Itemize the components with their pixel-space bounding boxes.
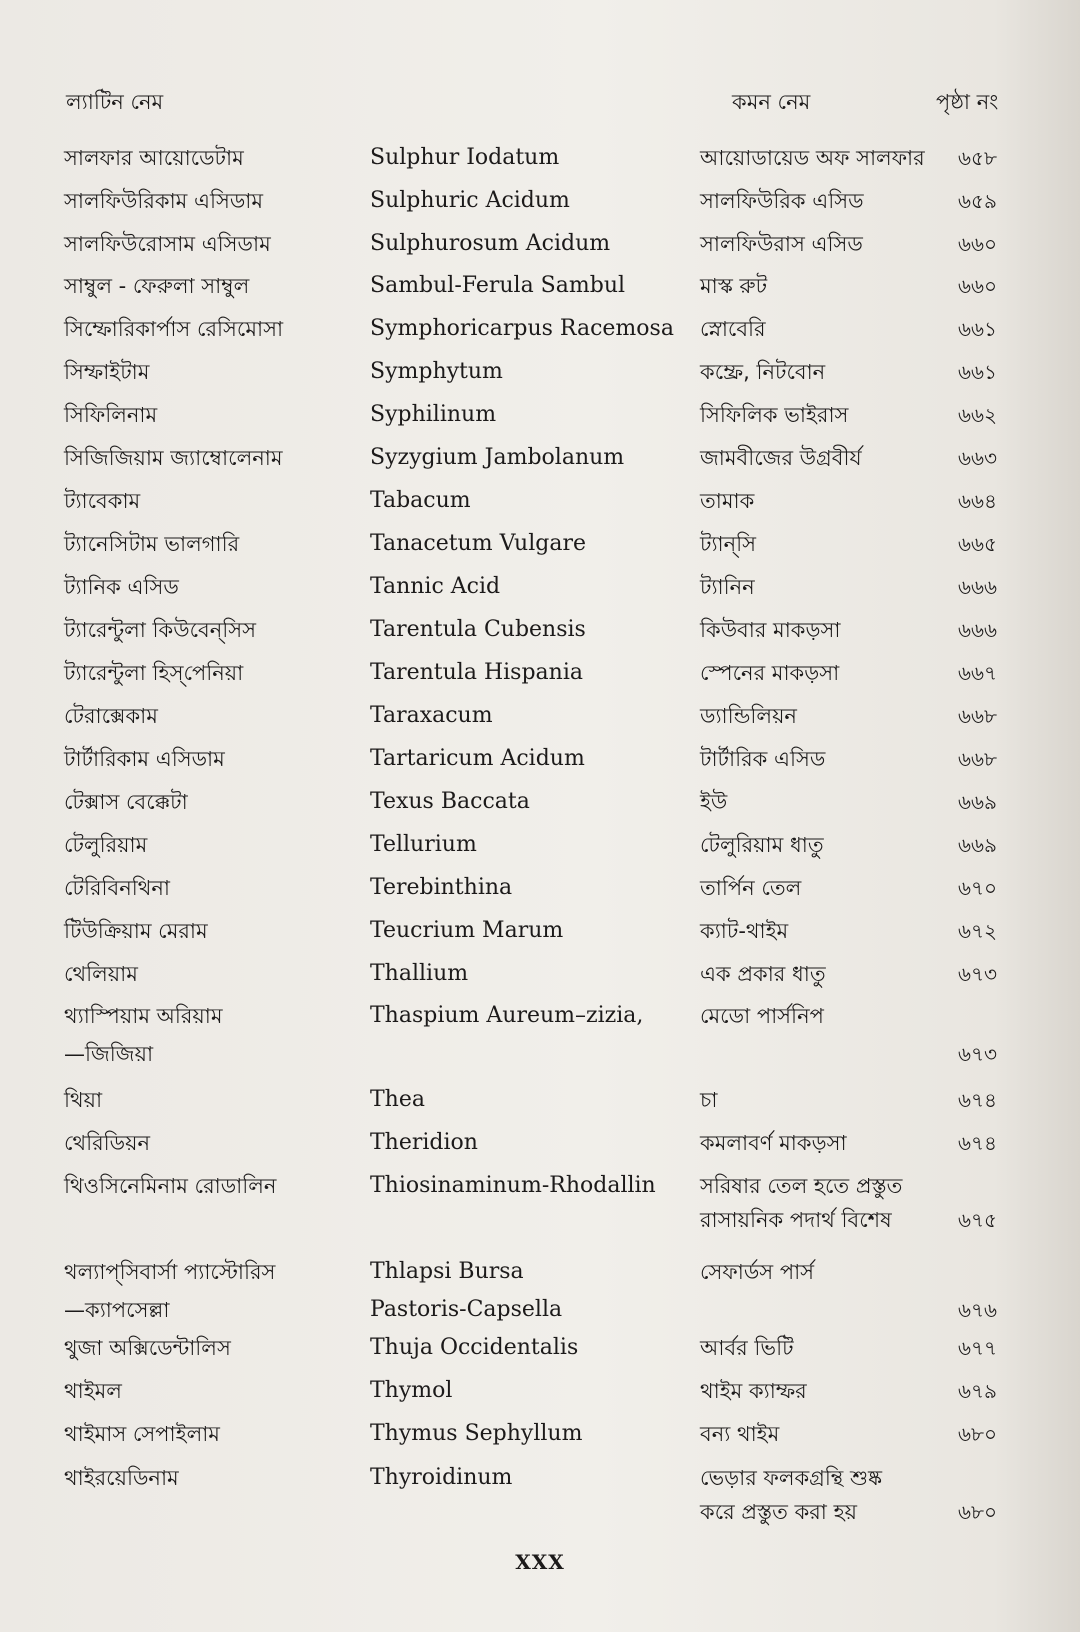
page-number: ৬৭২ bbox=[958, 919, 998, 943]
bengali-name: থাইমাস সেপাইলাম bbox=[64, 1422, 220, 1446]
common-name: সেফার্ডস পার্স bbox=[700, 1260, 815, 1284]
page-number: ৬৭০ bbox=[958, 876, 998, 900]
common-name: মেডো পার্সনিপ bbox=[700, 1004, 824, 1028]
latin-name: Thea bbox=[370, 1087, 425, 1112]
page-marker: XXX bbox=[515, 1550, 565, 1574]
page-number: ৬৬০ bbox=[958, 274, 998, 298]
latin-name: Symphoricarpus Racemosa bbox=[370, 316, 674, 341]
bengali-name: থাইমল bbox=[64, 1379, 122, 1403]
page-number: ৬৬৯ bbox=[958, 833, 997, 857]
common-name: কিউবার মাকড়সা bbox=[700, 618, 841, 642]
common-name: জামবীজের উগ্রবীর্য bbox=[700, 446, 862, 470]
bengali-name: টেলুরিয়াম bbox=[64, 833, 148, 857]
common-name: চা bbox=[700, 1088, 718, 1112]
bengali-name: সালফিউরোসাম এসিডাম bbox=[64, 232, 271, 256]
common-name: সিফিলিক ভাইরাস bbox=[700, 403, 849, 427]
latin-name: Thymol bbox=[370, 1378, 453, 1403]
bengali-name: ট্যানিক এসিড bbox=[64, 575, 179, 599]
page-number: ৬৬৮ bbox=[958, 747, 997, 771]
common-name: কমলাবর্ণ মাকড়সা bbox=[700, 1131, 847, 1155]
common-name: বন্য থাইম bbox=[700, 1422, 780, 1446]
page-number: ৬৬৬ bbox=[958, 618, 998, 642]
page-number: ৬৫৮ bbox=[958, 146, 997, 170]
bengali-name: থিওসিনেমিনাম রোডালিন bbox=[64, 1174, 277, 1198]
bengali-name: টার্টারিকাম এসিডাম bbox=[64, 747, 225, 771]
header-latin-name: ল্যাটিন নেম bbox=[66, 90, 164, 114]
page-number: ৬৭৬ bbox=[958, 1298, 998, 1322]
table-header bbox=[0, 86, 1080, 126]
page-number: ৬৬৪ bbox=[958, 489, 997, 513]
latin-name: Theridion bbox=[370, 1130, 478, 1155]
latin-name: Tanacetum Vulgare bbox=[370, 531, 586, 556]
common-name: সরিষার তেল হতে প্রস্তুত bbox=[700, 1174, 903, 1198]
page-number: ৬৬৩ bbox=[958, 446, 998, 470]
common-name: মাস্ক রুট bbox=[700, 274, 768, 298]
page-number: ৬৭৪ bbox=[958, 1131, 997, 1155]
page-number: ৬৬৮ bbox=[958, 704, 997, 728]
common-name: ইউ bbox=[700, 790, 728, 814]
bengali-name: টেরাক্সেকাম bbox=[64, 704, 158, 728]
latin-name: Syzygium Jambolanum bbox=[370, 445, 625, 470]
common-name-continued: রাসায়নিক পদার্থ বিশেষ bbox=[700, 1208, 892, 1232]
bengali-name-continued: —ক্যাপসেল্লা bbox=[64, 1298, 170, 1322]
common-name: আর্বর ভিটি bbox=[700, 1336, 794, 1360]
latin-name: Sambul-Ferula Sambul bbox=[370, 273, 626, 298]
page-number: ৬৭৩ bbox=[958, 962, 998, 986]
bengali-name: ট্যাবেকাম bbox=[64, 489, 141, 513]
common-name: তার্পিন তেল bbox=[700, 876, 802, 900]
latin-name: Tannic Acid bbox=[370, 574, 501, 599]
latin-name: Sulphur Iodatum bbox=[370, 145, 560, 170]
bengali-name: টেক্সাস বেক্কেটা bbox=[64, 790, 188, 814]
latin-name-continued: Pastoris-Capsella bbox=[370, 1297, 563, 1322]
page-number: ৬৫৯ bbox=[958, 189, 997, 213]
bengali-name: সাম্বুল - ফেরুলা সাম্বুল bbox=[64, 274, 250, 298]
page-number: ৬৬৬ bbox=[958, 575, 998, 599]
common-name: সালফিউরিক এসিড bbox=[700, 189, 864, 213]
bengali-name: থ্যাস্পিয়াম অরিয়াম bbox=[64, 1004, 223, 1028]
bengali-name: ট্যারেন্টুলা হিস্‌পেনিয়া bbox=[64, 661, 244, 685]
latin-name: Sulphurosum Acidum bbox=[370, 231, 611, 256]
bengali-name: সিম্ফাইটাম bbox=[64, 360, 150, 384]
common-name-continued: করে প্রস্তুত করা হয় bbox=[700, 1500, 857, 1524]
common-name: তামাক bbox=[700, 489, 755, 513]
common-name: আয়োডায়েড অফ সালফার bbox=[700, 146, 925, 170]
latin-name: Thiosinaminum-Rhodallin bbox=[370, 1173, 656, 1198]
page-number: ৬৭৯ bbox=[958, 1379, 997, 1403]
latin-name: Teucrium Marum bbox=[370, 918, 564, 943]
latin-name: Symphytum bbox=[370, 359, 503, 384]
common-name: কম্ফ্রে, নিটবোন bbox=[700, 360, 826, 384]
page-number: ৬৬২ bbox=[958, 403, 998, 427]
header-page-no: পৃষ্ঠা নং bbox=[936, 90, 999, 114]
page-number: ৬৬১ bbox=[958, 360, 997, 384]
page-number: ৬৭৪ bbox=[958, 1088, 997, 1112]
page-number: ৬৮০ bbox=[958, 1422, 997, 1446]
page-number: ৬৬০ bbox=[958, 232, 998, 256]
header-common-name: কমন নেম bbox=[732, 90, 811, 114]
common-name: টার্টারিক এসিড bbox=[700, 747, 826, 771]
bengali-name: থাইরয়েডিনাম bbox=[64, 1466, 179, 1490]
common-name: ট্যানিন bbox=[700, 575, 755, 599]
bengali-name: সিজিজিয়াম জ্যাম্বোলেনাম bbox=[64, 446, 283, 470]
common-name: স্পেনের মাকড়সা bbox=[700, 661, 840, 685]
common-name: সালফিউরাস এসিড bbox=[700, 232, 863, 256]
bengali-name: থুজা অক্সিডেন্টালিস bbox=[64, 1336, 231, 1360]
latin-name: Taraxacum bbox=[370, 703, 493, 728]
page-number: ৬৬৯ bbox=[958, 790, 997, 814]
bengali-name: থেরিডিয়ন bbox=[64, 1131, 151, 1155]
common-name: থাইম ক্যাম্ফর bbox=[700, 1379, 807, 1403]
page-number: ৬৭৭ bbox=[958, 1336, 998, 1360]
bengali-name: থেলিয়াম bbox=[64, 962, 138, 986]
bengali-name-continued: —জিজিয়া bbox=[64, 1042, 154, 1066]
common-name: ট্যান্‌সি bbox=[700, 532, 757, 556]
page-number: ৬৬১ bbox=[958, 317, 997, 341]
latin-name: Thaspium Aureum–zizia, bbox=[370, 1003, 644, 1028]
common-name: ড্যান্ডিলিয়ন bbox=[700, 704, 797, 728]
latin-name: Texus Baccata bbox=[370, 789, 530, 814]
latin-name: Syphilinum bbox=[370, 402, 497, 427]
common-name: স্নোবেরি bbox=[700, 317, 766, 341]
common-name: এক প্রকার ধাতু bbox=[700, 962, 826, 986]
latin-name: Thuja Occidentalis bbox=[370, 1335, 579, 1360]
latin-name: Tarentula Hispania bbox=[370, 660, 583, 685]
bengali-name: সিফিলিনাম bbox=[64, 403, 158, 427]
latin-name: Thallium bbox=[370, 961, 469, 986]
bengali-name: ট্যারেন্টুলা কিউবেন্‌সিস bbox=[64, 618, 257, 642]
latin-name: Tabacum bbox=[370, 488, 471, 513]
page-number: ৬৬৭ bbox=[958, 661, 998, 685]
bengali-name: টেরিবিনথিনা bbox=[64, 876, 170, 900]
bengali-name: থিয়া bbox=[64, 1088, 103, 1112]
page-number: ৬৮০ bbox=[958, 1500, 997, 1524]
latin-name: Thlapsi Bursa bbox=[370, 1259, 524, 1284]
latin-name: Tartaricum Acidum bbox=[370, 746, 585, 771]
latin-name: Terebinthina bbox=[370, 875, 513, 900]
common-name: টেলুরিয়াম ধাতু bbox=[700, 833, 824, 857]
page-number: ৬৭৫ bbox=[958, 1208, 997, 1232]
page-number: ৬৭৩ bbox=[958, 1042, 998, 1066]
bengali-name: ট্যানেসিটাম ভালগারি bbox=[64, 532, 240, 556]
common-name: ক্যাট-থাইম bbox=[700, 919, 789, 943]
latin-name: Thymus Sephyllum bbox=[370, 1421, 583, 1446]
common-name: ভেড়ার ফলকগ্রন্থি শুষ্ক bbox=[700, 1466, 883, 1490]
bengali-name: থল্যাপ্‌সিবার্সা প্যাস্টোরিস bbox=[64, 1260, 276, 1284]
bengali-name: সালফার আয়োডেটাম bbox=[64, 146, 244, 170]
latin-name: Tellurium bbox=[370, 832, 477, 857]
latin-name: Sulphuric Acidum bbox=[370, 188, 570, 213]
bengali-name: সিম্ফোরিকার্পাস রেসিমোসা bbox=[64, 317, 284, 341]
latin-name: Thyroidinum bbox=[370, 1465, 513, 1490]
bengali-name: টিউক্রিয়াম মেরাম bbox=[64, 919, 208, 943]
latin-name: Tarentula Cubensis bbox=[370, 617, 586, 642]
bengali-name: সালফিউরিকাম এসিডাম bbox=[64, 189, 264, 213]
page-number: ৬৬৫ bbox=[958, 532, 997, 556]
